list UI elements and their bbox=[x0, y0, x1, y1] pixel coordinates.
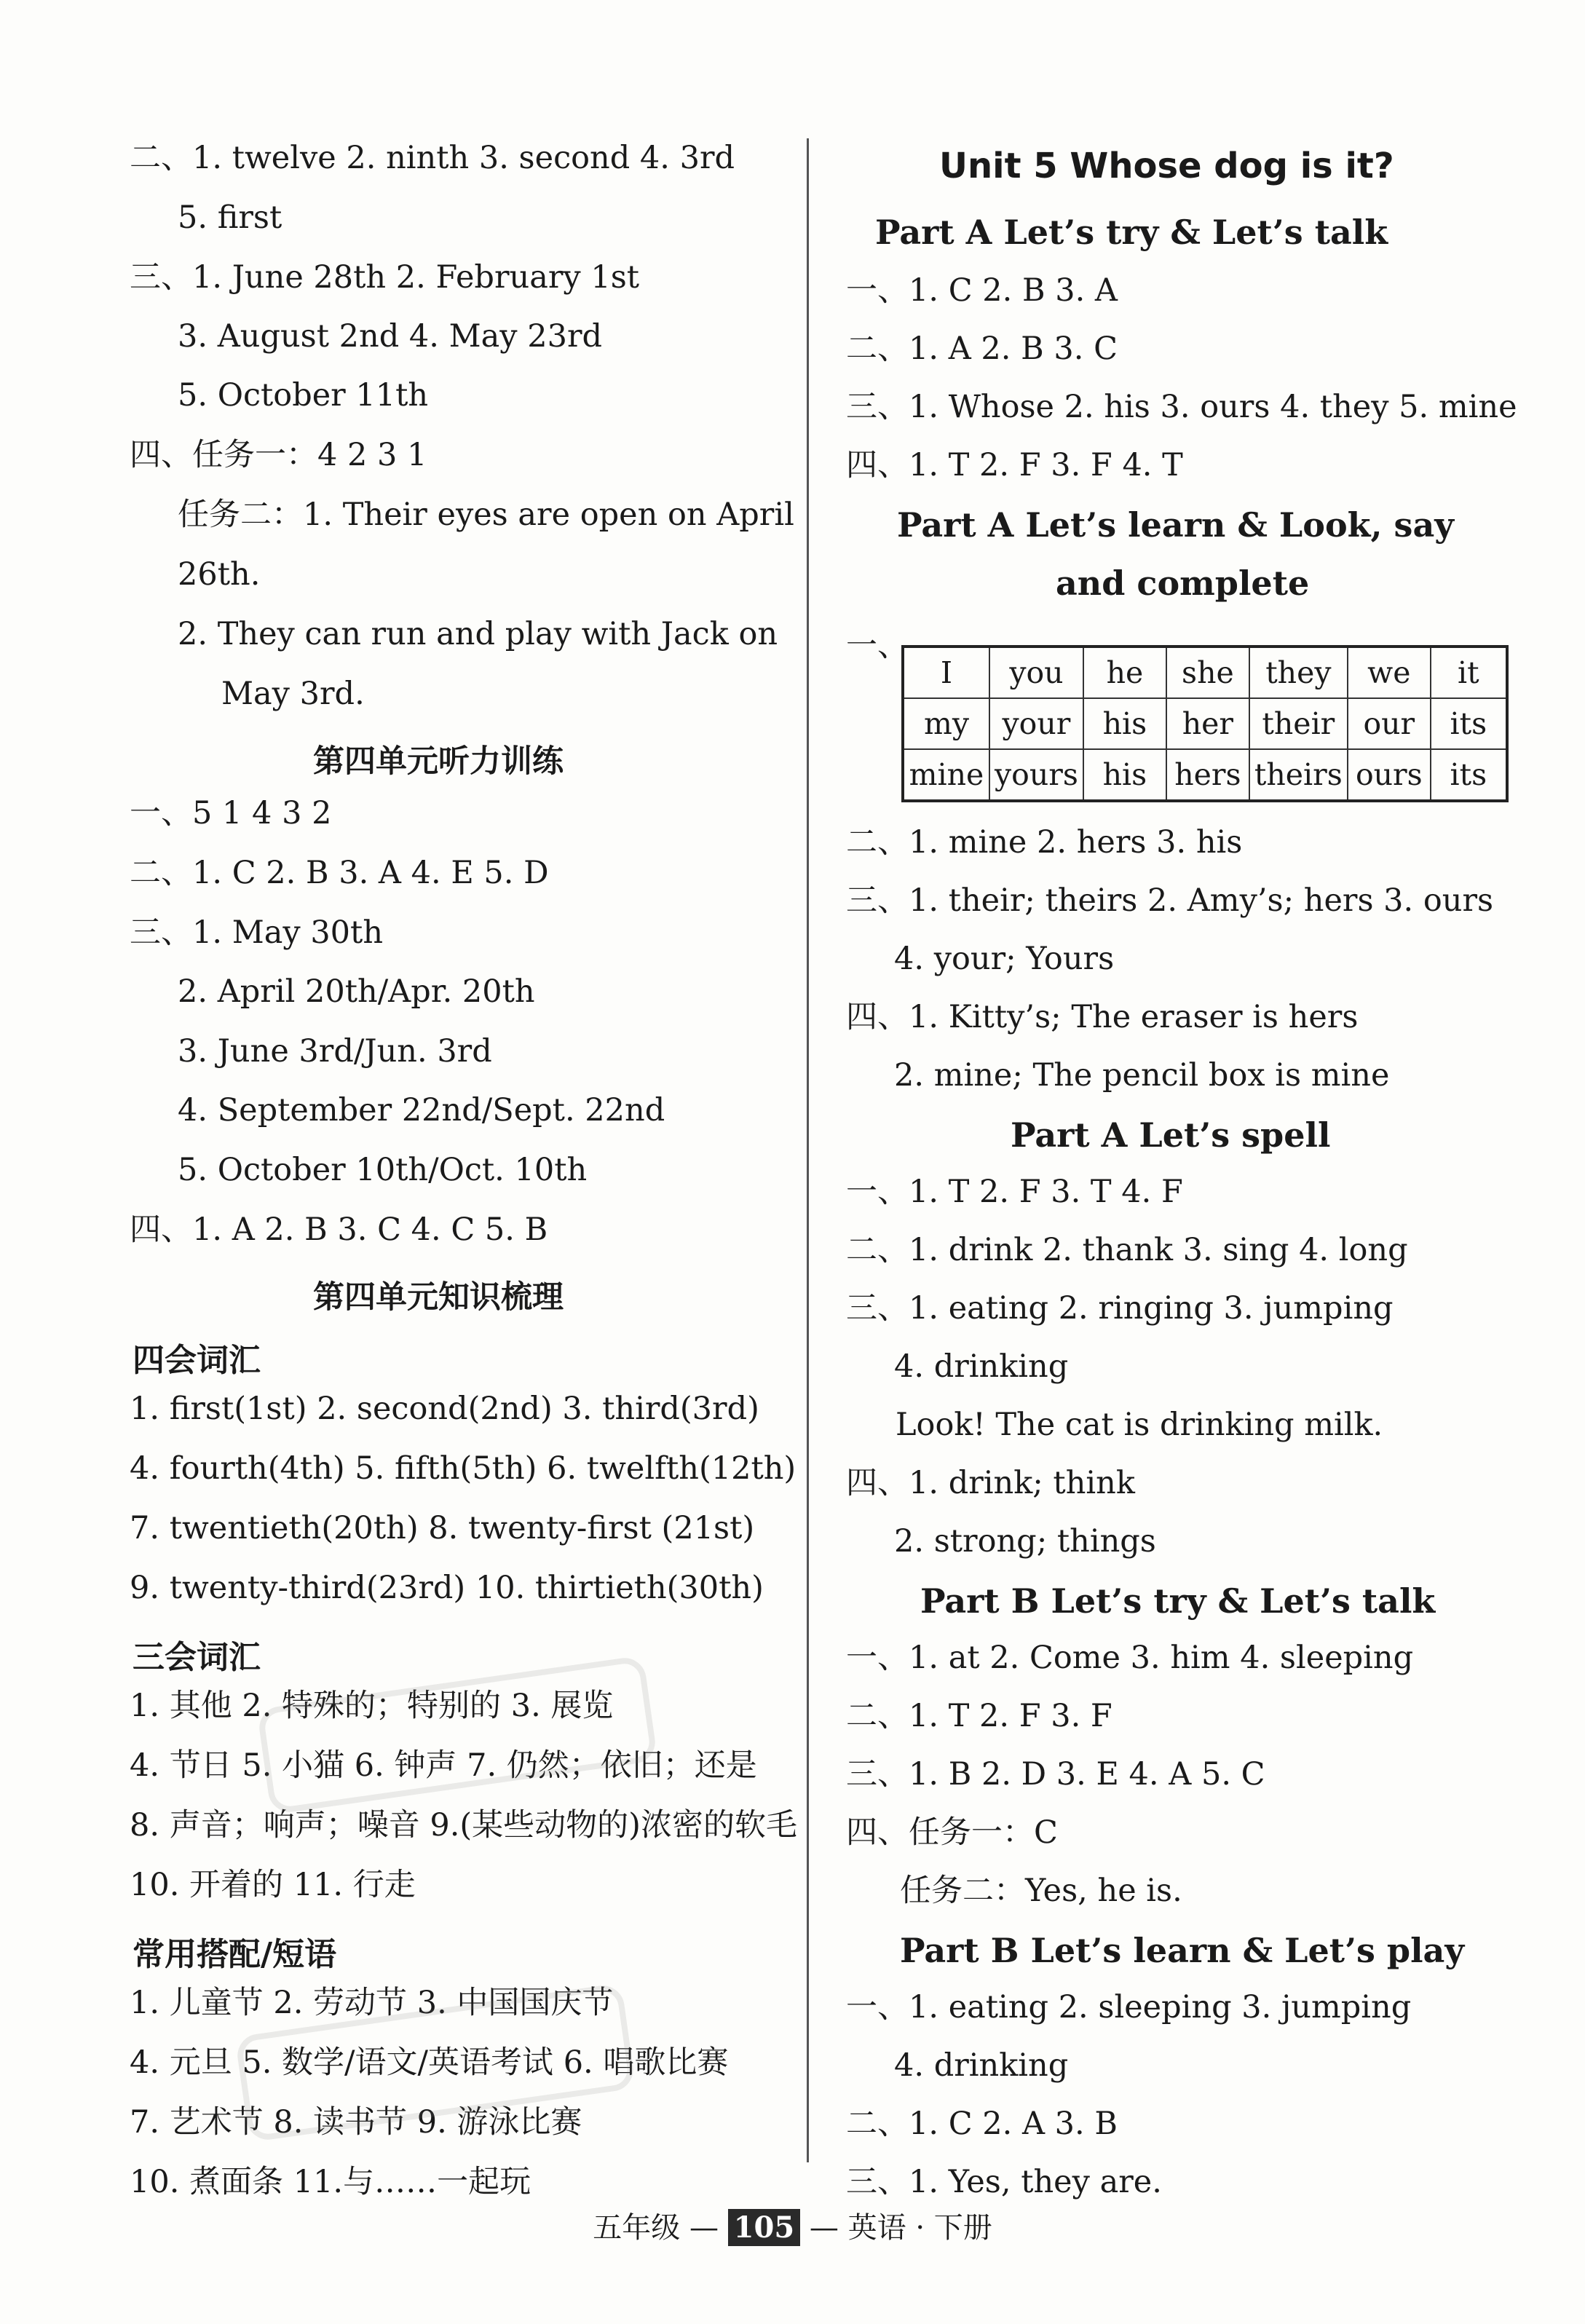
table-cell: yours bbox=[989, 749, 1083, 801]
footer-grade: 五年级 bbox=[593, 2211, 681, 2245]
table-cell: her bbox=[1166, 698, 1249, 749]
part-heading: Part B Let’s try & Let’s talk bbox=[920, 1581, 1436, 1621]
answer-line: 二、1. C 2. A 3. B bbox=[846, 2106, 1118, 2142]
answer-line: 二、1. twelve 2. ninth 3. second 4. 3rd bbox=[130, 140, 735, 176]
pronoun-table bbox=[901, 645, 1509, 802]
unit-title: Unit 5 Whose dog is it? bbox=[939, 146, 1394, 186]
answer-line: 5. October 11th bbox=[178, 377, 429, 414]
footer-dash: — bbox=[689, 2211, 719, 2245]
table-cell: their bbox=[1249, 698, 1348, 749]
answer-line: 四、任务一：C bbox=[846, 1814, 1058, 1851]
answer-line: 任务二：1. Their eyes are open on April bbox=[178, 497, 794, 533]
part-heading: Part A Let’s try & Let’s talk bbox=[875, 213, 1388, 252]
answer-line: 二、1. C 2. B 3. A 4. E 5. D bbox=[130, 855, 549, 891]
answer-line: 三、1. eating 2. ringing 3. jumping bbox=[846, 1290, 1394, 1327]
vocab-line: 4. fourth(4th) 5. fifth(5th) 6. twelfth(12th) bbox=[130, 1450, 797, 1487]
answer-line: 3. August 2nd 4. May 23rd bbox=[178, 318, 603, 355]
answer-line: 四、1. drink; think bbox=[846, 1465, 1135, 1501]
subsection-heading: 常用搭配/短语 bbox=[133, 1936, 337, 1973]
answer-line: 一、1. at 2. Come 3. him 4. sleeping bbox=[846, 1640, 1414, 1676]
table-cell: your bbox=[989, 698, 1083, 749]
answer-line: Look! The cat is drinking milk. bbox=[896, 1407, 1383, 1443]
answer-line: May 3rd. bbox=[221, 676, 365, 712]
section-heading: 第四单元知识梳理 bbox=[313, 1279, 564, 1316]
table-cell: his bbox=[1083, 698, 1166, 749]
part-heading: Part B Let’s learn & Let’s play bbox=[900, 1931, 1465, 1970]
answer-line: 二、1. mine 2. hers 3. his bbox=[846, 824, 1243, 861]
answer-line: 26th. bbox=[178, 556, 261, 593]
table-cell: our bbox=[1348, 698, 1431, 749]
answer-line: 一、1. eating 2. sleeping 3. jumping bbox=[846, 1989, 1412, 2025]
table-cell: they bbox=[1249, 647, 1348, 698]
column-divider bbox=[807, 138, 809, 2162]
table-prefix: 一、 bbox=[846, 628, 909, 664]
table-cell: his bbox=[1083, 749, 1166, 801]
table-cell: you bbox=[989, 647, 1083, 698]
table-cell: it bbox=[1431, 647, 1507, 698]
vocab-line: 10. 开着的 11. 行走 bbox=[130, 1867, 416, 1903]
table-cell: its bbox=[1431, 698, 1507, 749]
answer-line: 4. your; Yours bbox=[894, 941, 1115, 977]
table-cell: we bbox=[1348, 647, 1431, 698]
table-cell: she bbox=[1166, 647, 1249, 698]
vocab-line: 1. 其他 2. 特殊的；特别的 3. 展览 bbox=[130, 1688, 614, 1724]
phrase-line: 7. 艺术节 8. 读书节 9. 游泳比赛 bbox=[130, 2104, 582, 2141]
answer-line: 5. October 10th/Oct. 10th bbox=[178, 1152, 588, 1188]
footer-subject: 英语 · 下册 bbox=[847, 2211, 992, 2245]
table-cell: theirs bbox=[1249, 749, 1348, 801]
subsection-heading: 三会词汇 bbox=[133, 1639, 261, 1676]
answer-line: 三、1. Yes, they are. bbox=[846, 2164, 1162, 2200]
answer-line: 2. strong; things bbox=[894, 1523, 1156, 1560]
answer-line: 2. April 20th/Apr. 20th bbox=[178, 973, 535, 1010]
page-number: 105 bbox=[728, 2209, 801, 2246]
page-footer bbox=[0, 2205, 1585, 2246]
answer-line: 2. They can run and play with Jack on bbox=[178, 616, 778, 652]
part-heading: Part A Let’s learn & Look, say bbox=[897, 505, 1454, 545]
answer-line: 四、1. T 2. F 3. F 4. T bbox=[846, 447, 1183, 483]
vocab-line: 8. 声音；响声；噪音 9.(某些动物的)浓密的软毛 bbox=[130, 1807, 797, 1843]
phrase-line: 10. 煮面条 11.与……一起玩 bbox=[130, 2164, 531, 2200]
footer-dash: — bbox=[809, 2211, 848, 2245]
table-row bbox=[903, 749, 1507, 801]
part-heading: Part A Let’s spell bbox=[1011, 1115, 1331, 1155]
answer-line: 二、1. T 2. F 3. F bbox=[846, 1698, 1112, 1734]
table-cell: its bbox=[1431, 749, 1507, 801]
answer-line: 四、1. Kitty’s; The eraser is hers bbox=[846, 999, 1359, 1035]
answer-line: 四、1. A 2. B 3. C 4. C 5. B bbox=[130, 1212, 548, 1248]
answer-line: 一、5 1 4 3 2 bbox=[130, 795, 332, 831]
answer-line: 2. mine; The pencil box is mine bbox=[894, 1057, 1390, 1094]
answer-line: 三、1. June 28th 2. February 1st bbox=[130, 259, 640, 296]
watermark bbox=[256, 1655, 657, 1814]
table-cell: mine bbox=[903, 749, 989, 801]
answer-line: 三、1. their; theirs 2. Amy’s; hers 3. ours bbox=[846, 882, 1494, 919]
subsection-heading: 四会词汇 bbox=[133, 1342, 261, 1379]
vocab-line: 4. 节日 5. 小猫 6. 钟声 7. 仍然；依旧；还是 bbox=[130, 1747, 757, 1784]
table-cell: I bbox=[903, 647, 989, 698]
answer-line: 二、1. A 2. B 3. C bbox=[846, 331, 1118, 367]
table-cell: my bbox=[903, 698, 989, 749]
answer-line: 任务二：Yes, he is. bbox=[900, 1873, 1182, 1909]
answer-line: 三、1. May 30th bbox=[130, 914, 384, 951]
answer-line: 5. first bbox=[178, 199, 282, 236]
phrase-line: 1. 儿童节 2. 劳动节 3. 中国国庆节 bbox=[130, 1985, 614, 2021]
vocab-line: 7. twentieth(20th) 8. twenty-first (21st) bbox=[130, 1510, 755, 1546]
answer-line: 3. June 3rd/Jun. 3rd bbox=[178, 1033, 492, 1070]
section-heading: 第四单元听力训练 bbox=[313, 743, 564, 780]
answer-line: 四、任务一：4 2 3 1 bbox=[130, 437, 427, 473]
vocab-line: 1. first(1st) 2. second(2nd) 3. third(3rd) bbox=[130, 1391, 759, 1427]
table-row bbox=[903, 698, 1507, 749]
answer-line: 三、1. Whose 2. his 3. ours 4. they 5. mine bbox=[846, 389, 1517, 425]
table-row bbox=[903, 647, 1507, 698]
phrase-line: 4. 元旦 5. 数学/语文/英语考试 6. 唱歌比赛 bbox=[130, 2044, 729, 2081]
answer-line: 4. September 22nd/Sept. 22nd bbox=[178, 1092, 665, 1129]
answer-line: 4. drinking bbox=[894, 1348, 1069, 1385]
table-cell: he bbox=[1083, 647, 1166, 698]
table-cell: hers bbox=[1166, 749, 1249, 801]
answer-line: 三、1. B 2. D 3. E 4. A 5. C bbox=[846, 1756, 1265, 1793]
answer-line: 一、1. C 2. B 3. A bbox=[846, 272, 1118, 309]
table-cell: ours bbox=[1348, 749, 1431, 801]
answer-line: 4. drinking bbox=[894, 2047, 1069, 2084]
part-heading-cont: and complete bbox=[1056, 564, 1310, 603]
answer-line: 一、1. T 2. F 3. T 4. F bbox=[846, 1174, 1183, 1210]
answer-line: 二、1. drink 2. thank 3. sing 4. long bbox=[846, 1232, 1408, 1268]
vocab-line: 9. twenty-third(23rd) 10. thirtieth(30th) bbox=[130, 1570, 764, 1606]
